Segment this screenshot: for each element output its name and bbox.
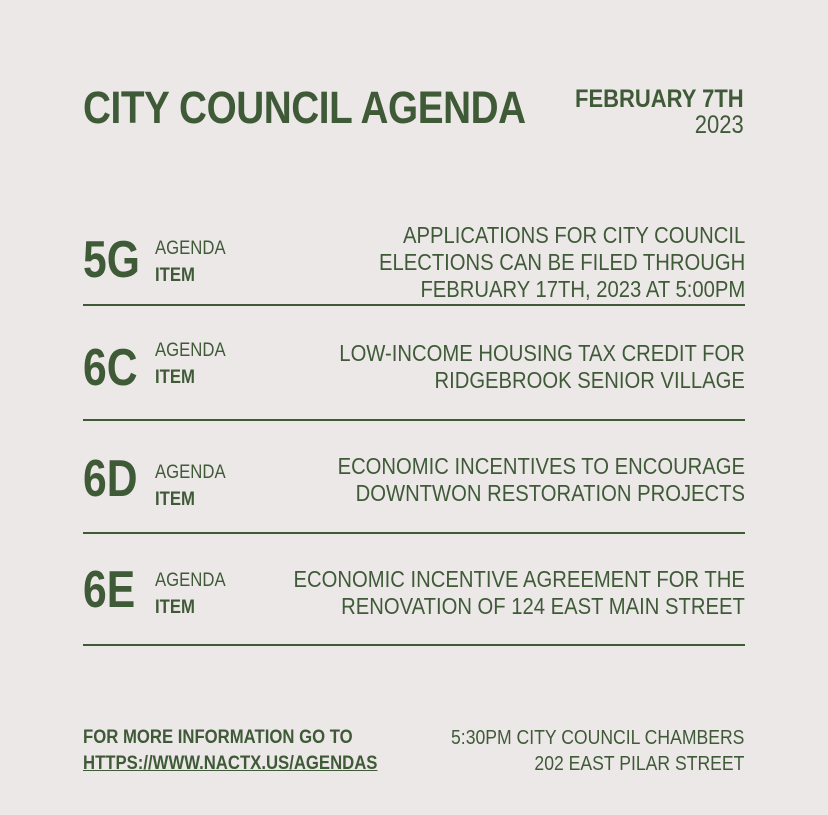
agendas-link[interactable]: HTTPS://WWW.NACTX.US/AGENDAS [83,753,378,774]
more-info [83,725,377,777]
item-description [379,222,745,303]
item-description [338,453,745,507]
item-code: 6C [83,339,138,397]
meeting-time-place: 5:30PM CITY COUNCIL CHAMBERS [450,727,744,749]
item-tag [155,337,235,391]
item-tag [155,567,235,621]
date-year: 2023 [695,111,744,139]
tag-item: ITEM [155,489,195,510]
tag-agenda: AGENDA [155,340,226,361]
description-line: LOW-INCOME HOUSING TAX CREDIT FOR [339,340,745,366]
item-code: 5G [83,231,140,289]
tag-agenda: AGENDA [155,462,226,483]
description-line: ELECTIONS CAN BE FILED THROUGH [378,249,745,275]
meeting-location [451,725,744,777]
description-line: ECONOMIC INCENTIVES TO ENCOURAGE [337,453,745,479]
description-line: DOWNTWON RESTORATION PROJECTS [355,480,745,506]
tag-agenda: AGENDA [155,570,226,591]
agenda-item-6d [83,421,745,534]
tag-item: ITEM [155,265,195,286]
description-line: ECONOMIC INCENTIVE AGREEMENT FOR THE [293,566,745,592]
item-tag [155,459,235,513]
item-tag [155,235,235,289]
date-day: FEBRUARY 7TH [575,85,744,113]
agenda-item-6c [83,306,745,421]
meeting-date [552,86,744,138]
page-title: CITY COUNCIL AGENDA [83,82,526,133]
meeting-address: 202 EAST PILAR STREET [534,753,744,775]
description-line: APPLICATIONS FOR CITY COUNCIL [402,222,745,248]
description-line: RIDGEBROOK SENIOR VILLAGE [434,367,745,393]
item-code: 6D [83,450,138,508]
item-code: 6E [83,561,136,619]
tag-item: ITEM [155,597,195,618]
item-description [339,340,745,394]
agenda-item-5g [83,222,745,306]
tag-agenda: AGENDA [155,238,226,259]
tag-item: ITEM [155,367,195,388]
more-info-label: FOR MORE INFORMATION GO TO [83,727,353,748]
description-line: RENOVATION OF 124 EAST MAIN STREET [341,593,745,619]
item-description [294,566,745,620]
description-line: FEBRUARY 17TH, 2023 AT 5:00PM [420,276,745,302]
agenda-item-6e [83,534,745,646]
